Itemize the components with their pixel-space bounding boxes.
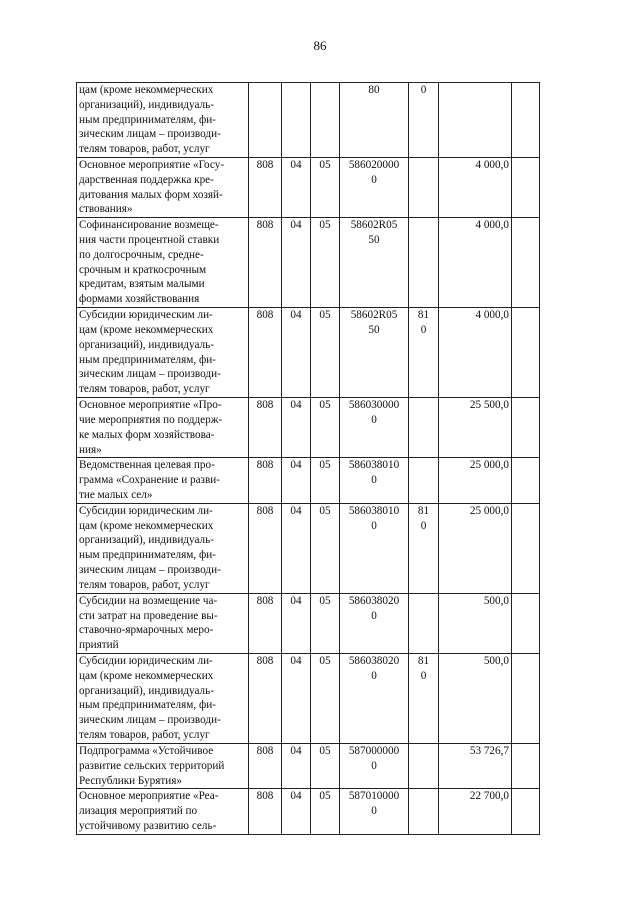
target-article-cell <box>340 653 409 743</box>
page-number: 86 <box>313 38 327 53</box>
target-article-line: 586030000 <box>348 399 400 412</box>
item-name-line: телям товаров, работ, услуг <box>79 728 210 741</box>
amount-cell: 53 726,7 <box>439 743 512 788</box>
target-article-cell <box>340 503 409 593</box>
item-name-cell <box>77 83 249 158</box>
item-name-line: организаций), индивидуаль- <box>79 98 214 111</box>
extra-cell <box>512 398 540 458</box>
table-row <box>77 218 540 308</box>
expense-type-cell <box>409 83 439 158</box>
item-name-line: устойчивому развитию сель- <box>79 819 217 832</box>
ministry-code-cell: 808 <box>249 218 282 308</box>
item-name-line: ния части процентной ставки <box>79 233 220 246</box>
item-name-line: организаций), индивидуаль- <box>79 684 214 697</box>
ministry-code-cell <box>249 83 282 158</box>
subsection-code-cell: 05 <box>311 218 340 308</box>
section-code-cell: 04 <box>282 218 311 308</box>
item-name-cell <box>77 789 249 834</box>
expense-type-line: 81 <box>417 654 430 667</box>
extra-cell <box>512 218 540 308</box>
table-row <box>77 789 540 834</box>
expense-type-cell <box>409 743 439 788</box>
item-name-line: цам (кроме некоммерческих <box>79 323 214 336</box>
item-name-line: ке малых форм хозяйствова- <box>79 428 215 441</box>
subsection-code-cell: 05 <box>311 158 340 218</box>
item-name-line: цам (кроме некоммерческих <box>79 519 214 532</box>
target-article-line: 0 <box>371 759 377 772</box>
item-name-line: организаций), индивидуаль- <box>79 534 214 547</box>
target-article-cell <box>340 83 409 158</box>
extra-cell <box>512 593 540 653</box>
expense-type-line: 0 <box>420 519 427 532</box>
section-code-cell: 04 <box>282 593 311 653</box>
item-name-cell <box>77 398 249 458</box>
section-code-cell: 04 <box>282 653 311 743</box>
item-name-cell <box>77 218 249 308</box>
target-article-line: 587000000 <box>348 744 400 757</box>
item-name-line: кредитам, взятым малыми <box>79 278 205 291</box>
target-article-cell <box>340 458 409 503</box>
subsection-code-cell <box>311 83 340 158</box>
amount-cell: 25 000,0 <box>439 458 512 503</box>
expense-type-cell <box>409 458 439 503</box>
amount-cell: 4 000,0 <box>439 308 512 398</box>
item-name-line: Субсидии юридическим ли- <box>79 654 213 667</box>
item-name-line: Субсидии на возмещение ча- <box>79 594 218 607</box>
expense-type-line: 0 <box>420 669 427 682</box>
section-code-cell: 04 <box>282 503 311 593</box>
target-article-line: 586038020 <box>348 594 400 607</box>
expense-type-cell <box>409 789 439 834</box>
extra-cell <box>512 83 540 158</box>
item-name-line: по долгосрочным, средне- <box>79 248 204 261</box>
target-article-line: 0 <box>371 609 377 622</box>
ministry-code-cell: 808 <box>249 158 282 218</box>
table-row <box>77 398 540 458</box>
amount-cell: 25 500,0 <box>439 398 512 458</box>
item-name-cell <box>77 458 249 503</box>
item-name-line: ным предпринимателям, фи- <box>79 113 216 126</box>
subsection-code-cell: 05 <box>311 743 340 788</box>
item-name-line: срочным и краткосрочным <box>79 263 207 276</box>
target-article-cell <box>340 158 409 218</box>
section-code-cell: 04 <box>282 458 311 503</box>
item-name-cell <box>77 503 249 593</box>
ministry-code-cell: 808 <box>249 593 282 653</box>
amount-cell: 25 000,0 <box>439 503 512 593</box>
extra-cell <box>512 503 540 593</box>
target-article-line: 586038020 <box>348 654 400 667</box>
amount-cell: 500,0 <box>439 593 512 653</box>
item-name-line: тие малых сел» <box>79 488 153 501</box>
section-code-cell <box>282 83 311 158</box>
item-name-line: сти затрат на проведение вы- <box>79 609 218 622</box>
ministry-code-cell: 808 <box>249 789 282 834</box>
extra-cell <box>512 653 540 743</box>
target-article-line: 0 <box>371 173 377 186</box>
item-name-line: грамма «Сохранение и разви- <box>79 474 220 487</box>
subsection-code-cell: 05 <box>311 308 340 398</box>
target-article-line: 80 <box>368 84 380 96</box>
item-name-line: Ведомственная целевая про- <box>79 459 215 472</box>
extra-cell <box>512 308 540 398</box>
item-name-line: телям товаров, работ, услуг <box>79 578 210 591</box>
subsection-code-cell: 05 <box>311 789 340 834</box>
item-name-line: зическим лицам – производи- <box>79 128 221 141</box>
amount-cell: 4 000,0 <box>439 158 512 218</box>
item-name-line: Софинансирование возмеще- <box>79 219 219 232</box>
item-name-line: чие мероприятия по поддерж- <box>79 413 223 426</box>
item-name-line: ным предпринимателям, фи- <box>79 549 216 562</box>
item-name-line: Основное мероприятие «Про- <box>79 399 222 412</box>
target-article-line: 58602R05 <box>350 219 398 232</box>
amount-cell <box>439 83 512 158</box>
subsection-code-cell: 05 <box>311 398 340 458</box>
target-article-line: 0 <box>371 413 377 426</box>
item-name-line: ным предпринимателям, фи- <box>79 699 216 712</box>
item-name-line: зическим лицам – производи- <box>79 368 221 381</box>
expense-type-cell <box>409 593 439 653</box>
target-article-line: 586020000 <box>348 159 400 171</box>
item-name-line: формами хозяйствования <box>79 293 200 306</box>
ministry-code-cell: 808 <box>249 743 282 788</box>
target-article-line: 58602R05 <box>350 309 398 322</box>
ministry-code-cell: 808 <box>249 458 282 503</box>
item-name-line: ствования» <box>79 203 133 216</box>
ministry-code-cell: 808 <box>249 503 282 593</box>
subsection-code-cell: 05 <box>311 503 340 593</box>
item-name-line: ставочно-ярмарочных меро- <box>79 624 214 637</box>
expense-type-cell <box>409 653 439 743</box>
extra-cell <box>512 789 540 834</box>
item-name-line: дитования малых форм хозяй- <box>79 188 223 201</box>
item-name-cell <box>77 653 249 743</box>
amount-cell: 500,0 <box>439 653 512 743</box>
item-name-line: цам (кроме некоммерческих <box>79 84 214 96</box>
target-article-cell <box>340 593 409 653</box>
target-article-line: 0 <box>371 519 377 532</box>
section-code-cell: 04 <box>282 743 311 788</box>
subsection-code-cell: 05 <box>311 593 340 653</box>
target-article-line: 50 <box>368 323 380 336</box>
subsection-code-cell: 05 <box>311 653 340 743</box>
item-name-line: телям товаров, работ, услуг <box>79 383 210 396</box>
item-name-line: телям товаров, работ, услуг <box>79 143 210 156</box>
expense-type-cell <box>409 398 439 458</box>
item-name-line: организаций), индивидуаль- <box>79 338 214 351</box>
target-article-line: 0 <box>371 669 377 682</box>
target-article-cell <box>340 398 409 458</box>
item-name-cell <box>77 158 249 218</box>
budget-table <box>76 82 540 835</box>
expense-type-cell <box>409 158 439 218</box>
item-name-line: Субсидии юридическим ли- <box>79 309 213 322</box>
expense-type-line: 81 <box>417 309 430 322</box>
item-name-line: Субсидии юридическим ли- <box>79 504 213 517</box>
section-code-cell: 04 <box>282 398 311 458</box>
ministry-code-cell: 808 <box>249 308 282 398</box>
item-name-line: ния» <box>79 443 102 456</box>
target-article-cell <box>340 218 409 308</box>
extra-cell <box>512 158 540 218</box>
target-article-cell <box>340 308 409 398</box>
item-name-line: Основное мероприятие «Госу- <box>79 159 225 171</box>
item-name-line: приятий <box>79 639 119 652</box>
expense-type-cell <box>409 503 439 593</box>
section-code-cell: 04 <box>282 789 311 834</box>
target-article-cell <box>340 743 409 788</box>
table-row <box>77 653 540 743</box>
item-name-line: Республики Бурятия» <box>79 774 183 787</box>
item-name-line: цам (кроме некоммерческих <box>79 669 214 682</box>
subsection-code-cell: 05 <box>311 458 340 503</box>
target-article-line: 587010000 <box>348 790 400 803</box>
table-row <box>77 458 540 503</box>
item-name-line: развитие сельских территорий <box>79 759 225 772</box>
expense-type-line: 0 <box>420 84 427 96</box>
item-name-cell <box>77 743 249 788</box>
item-name-line: зическим лицам – производи- <box>79 563 221 576</box>
target-article-line: 0 <box>371 474 377 487</box>
table-row <box>77 83 540 158</box>
target-article-cell <box>340 789 409 834</box>
table-row <box>77 158 540 218</box>
expense-type-line: 81 <box>417 504 430 517</box>
expense-type-cell <box>409 218 439 308</box>
target-article-line: 586038010 <box>348 504 400 517</box>
section-code-cell: 04 <box>282 158 311 218</box>
item-name-line: лизация мероприятий по <box>79 805 198 818</box>
item-name-line: зическим лицам – производи- <box>79 714 221 727</box>
target-article-line: 586038010 <box>348 459 400 472</box>
extra-cell <box>512 743 540 788</box>
item-name-line: ным предпринимателям, фи- <box>79 353 216 366</box>
table-row <box>77 593 540 653</box>
item-name-cell <box>77 308 249 398</box>
table-row <box>77 503 540 593</box>
item-name-line: Основное мероприятие «Реа- <box>79 790 219 803</box>
item-name-line: Подпрограмма «Устойчивое <box>79 744 214 757</box>
target-article-line: 0 <box>371 805 377 818</box>
expense-type-line: 0 <box>420 323 427 336</box>
ministry-code-cell: 808 <box>249 398 282 458</box>
table-row <box>77 308 540 398</box>
extra-cell <box>512 458 540 503</box>
amount-cell: 4 000,0 <box>439 218 512 308</box>
target-article-line: 50 <box>368 233 380 246</box>
table-row <box>77 743 540 788</box>
item-name-cell <box>77 593 249 653</box>
expense-type-cell <box>409 308 439 398</box>
section-code-cell: 04 <box>282 308 311 398</box>
item-name-line: дарственная поддержка кре- <box>79 173 214 186</box>
ministry-code-cell: 808 <box>249 653 282 743</box>
amount-cell: 22 700,0 <box>439 789 512 834</box>
